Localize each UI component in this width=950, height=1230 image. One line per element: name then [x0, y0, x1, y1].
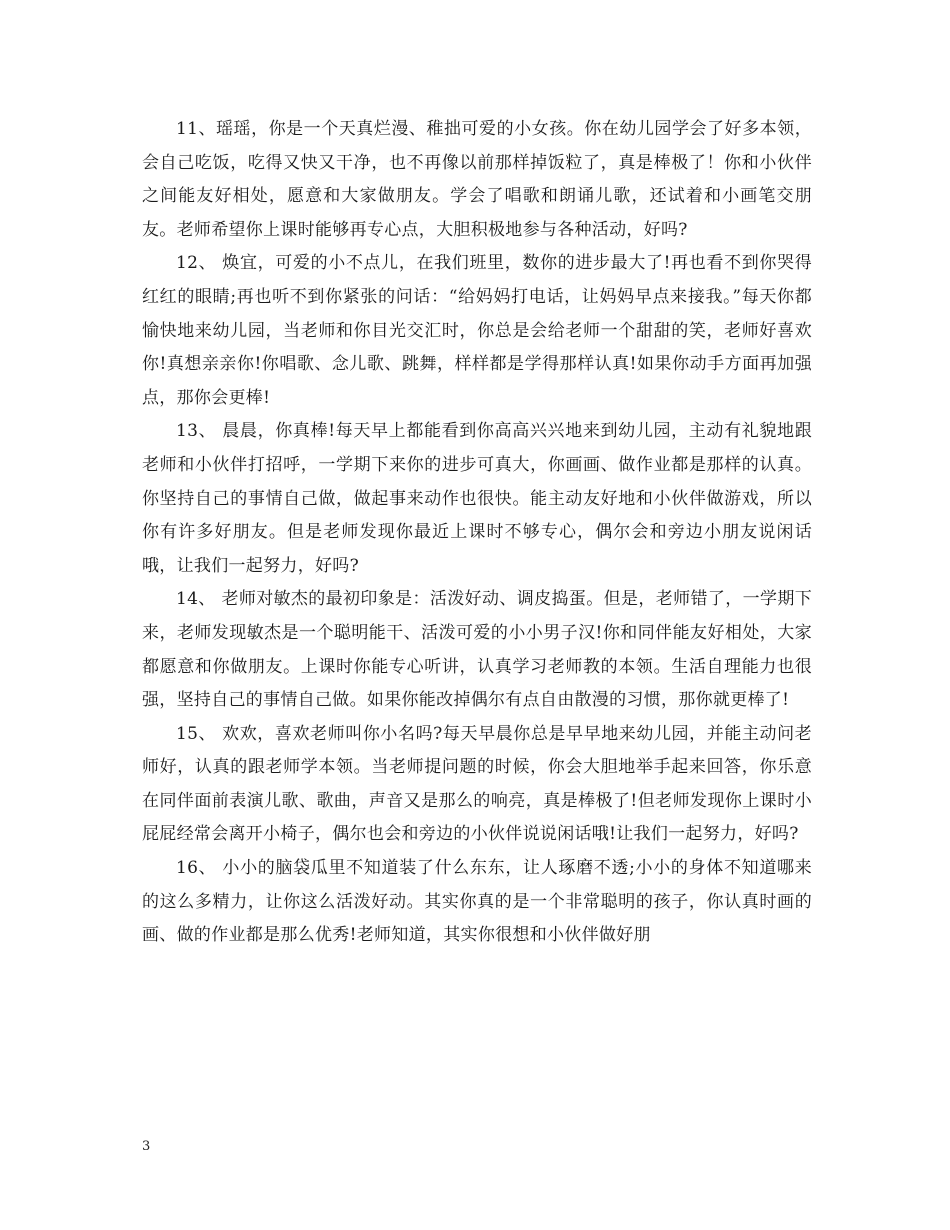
paragraph-11: 11、瑶瑶，你是一个天真烂漫、稚拙可爱的小女孩。你在幼儿园学会了好多本领，会自己吃饭，吃得又快又干净，也不再像以前那样掉饭粒了，真是棒极了！你和小伙伴之间能友好相处，愿意和大家做朋友。学会了唱歌和朗诵儿歌，还试着和小画笔交朋友。老师希望你上课时能够再专心点，大胆积极地参与各种活动，好吗? [142, 119, 812, 240]
paragraph-16: 16、 小小的脑袋瓜里不知道装了什么东东，让人琢磨不透;小小的身体不知道哪来的这么多精力，让你这么活泼好动。其实你真的是一个非常聪明的孩子，你认真时画的画、做的作业都是那么优秀!老师知道，其实你很想和小伙伴做好朋 [142, 858, 812, 946]
paragraph-13: 13、 晨晨，你真棒!每天早上都能看到你高高兴兴地来到幼儿园，主动有礼貌地跟老师和小伙伴打招呼，一学期下来你的进步可真大，你画画、做作业都是那样的认真。你坚持自己的事情自己做，做起事来动作也很快。能主动友好地和小伙伴做游戏，所以你有许多好朋友。但是老师发现你最近上课时不够专心，偶尔会和旁边小朋友说闲话哦，让我们一起努力，好吗? [142, 421, 812, 576]
page-number: 3 [142, 1139, 151, 1154]
paragraph-14: 14、 老师对敏杰的最初印象是：活泼好动、调皮捣蛋。但是，老师错了，一学期下来，老师发现敏杰是一个聪明能干、活泼可爱的小小男子汉!你和同伴能友好相处，大家都愿意和你做朋友。上课时你能专心听讲，认真学习老师教的本领。生活自理能力也很强，坚持自己的事情自己做。如果你能改掉偶尔有点自由散漫的习惯，那你就更棒了! [142, 589, 812, 711]
document-body [142, 113, 812, 953]
paragraph-12: 12、 焕宜，可爱的小不点儿，在我们班里，数你的进步最大了!再也看不到你哭得红红的眼睛;再也听不到你紧张的问话：“给妈妈打电话，让妈妈早点来接我。”每天你都愉快地来幼儿园，当老师和你目光交汇时，你总是会给老师一个甜甜的笑，老师好喜欢你!真想亲亲你!你唱歌、念儿歌、跳舞，样样都是学得那样认真!如果你动手方面再加强点，那你会更棒! [142, 253, 812, 408]
paragraph-15: 15、 欢欢，喜欢老师叫你小名吗?每天早晨你总是早早地来幼儿园，并能主动问老师好，认真的跟老师学本领。当老师提问题的时候，你会大胆地举手起来回答，你乐意在同伴面前表演儿歌、歌曲，声音又是那么的响亮，真是棒极了!但老师发现你上课时小屁屁经常会离开小椅子，偶尔也会和旁边的小伙伴说说闲话哦!让我们一起努力，好吗? [142, 723, 812, 845]
